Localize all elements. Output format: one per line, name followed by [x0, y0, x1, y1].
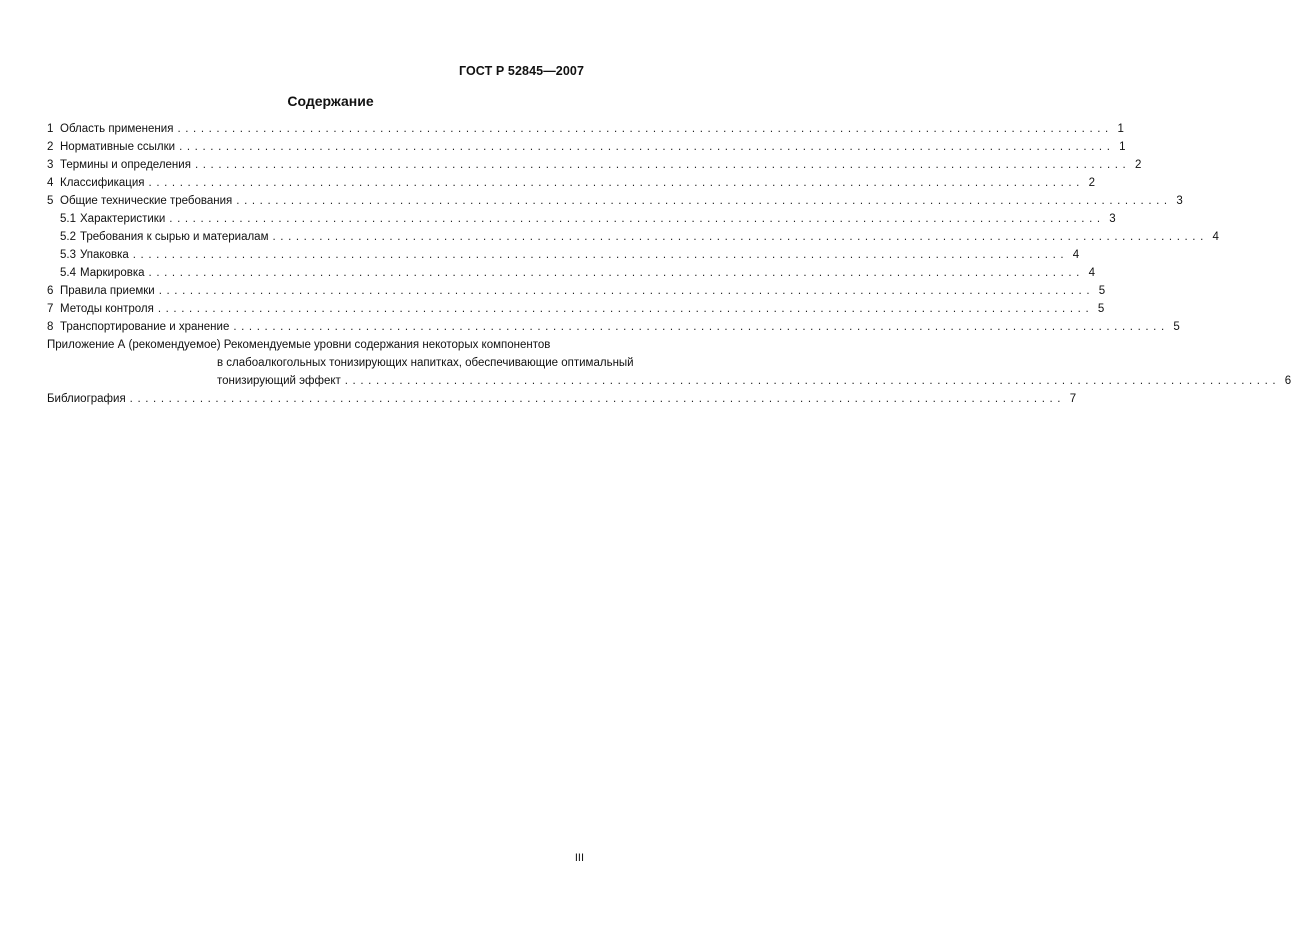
- toc-entry-page: 7: [1069, 393, 1077, 405]
- toc-entry-label: Характеристики: [80, 213, 166, 225]
- toc-entry-page: 3: [1176, 195, 1183, 207]
- toc-entry-label: Транспортирование и хранение: [60, 321, 230, 333]
- toc-entry-page: 1: [1117, 123, 1124, 135]
- toc-entry-page: 5: [1098, 285, 1106, 297]
- toc-leader-dots: ........................................................................................................................: [272, 231, 1208, 243]
- toc-entry-number: 7: [47, 303, 54, 315]
- toc-entry-page: 4: [1072, 249, 1080, 261]
- page-number: III: [574, 852, 584, 864]
- toc-entry-number: 4: [47, 177, 54, 189]
- toc-entry-3[interactable]: [47, 156, 1142, 174]
- toc-entry-label: Область применения: [60, 123, 174, 135]
- toc-appendix-line-3: тонизирующий эффект: [217, 375, 341, 387]
- toc-entry-appendix-a[interactable]: [47, 336, 1291, 390]
- toc-entry-5-3[interactable]: [47, 246, 1080, 264]
- toc-entry-number: 5.2: [60, 231, 76, 243]
- toc-leader-dots: ........................................................................................................................: [129, 393, 1066, 405]
- toc-entry-number: 1: [47, 123, 54, 135]
- toc-entry-page: 5: [1097, 303, 1105, 315]
- toc-entry-page: 2: [1088, 177, 1095, 189]
- toc-entry-label: Нормативные ссылки: [60, 141, 176, 153]
- toc-entry-6[interactable]: [47, 282, 1106, 300]
- toc-leader-dots: ........................................................................................................................: [158, 285, 1095, 297]
- toc-leader-dots: ........................................................................................................................: [132, 249, 1069, 261]
- toc-entry-number: 8: [47, 321, 54, 333]
- toc-entry-label: Правила приемки: [60, 285, 155, 297]
- toc-entry-page: 4: [1212, 231, 1219, 243]
- toc-entry-page: 6: [1284, 375, 1291, 387]
- toc-leader-dots: ........................................................................................................................: [194, 159, 1131, 171]
- toc-leader-dots: ........................................................................................................................: [157, 303, 1094, 315]
- toc-appendix-line-2: в слабоалкогольных тонизирующих напитках, обеспечивающие оптимальный: [217, 357, 634, 369]
- toc-entry-label: Методы контроля: [60, 303, 154, 315]
- toc-entry-number: 5.1: [60, 213, 76, 225]
- toc-entry-label: Классификация: [60, 177, 145, 189]
- toc-leader-dots: ........................................................................................................................: [177, 123, 1113, 135]
- toc-entry-5[interactable]: [47, 192, 1183, 210]
- toc-entry-page: 3: [1109, 213, 1116, 225]
- toc-entry-number: 3: [47, 159, 54, 171]
- table-of-contents: [47, 120, 1291, 408]
- toc-entry-5-1[interactable]: [47, 210, 1116, 228]
- toc-entry-label: Библиография: [47, 393, 126, 405]
- toc-entry-8[interactable]: [47, 318, 1180, 336]
- toc-appendix-line-1: Приложение А (рекомендуемое) Рекомендуемые уровни содержания некоторых компонентов: [47, 339, 551, 351]
- toc-entry-page: 5: [1173, 321, 1180, 333]
- toc-entry-1[interactable]: [47, 120, 1124, 138]
- toc-entry-number: 6: [47, 285, 54, 297]
- toc-appendix-line-3-row: [47, 372, 1291, 390]
- toc-leader-dots: ........................................................................................................................: [344, 375, 1281, 387]
- document-code: ГОСТ Р 52845—2007: [458, 64, 584, 78]
- toc-entry-number: 5.3: [60, 249, 76, 261]
- toc-entry-number: 2: [47, 141, 54, 153]
- toc-entry-4[interactable]: [47, 174, 1095, 192]
- toc-title: Содержание: [287, 93, 374, 109]
- toc-entry-page: 2: [1134, 159, 1142, 171]
- toc-entry-label: Упаковка: [80, 249, 129, 261]
- toc-entry-page: 4: [1088, 267, 1095, 279]
- toc-entry-label: Общие технические требования: [60, 195, 233, 207]
- toc-leader-dots: ........................................................................................................................: [179, 141, 1115, 153]
- toc-entry-page: 1: [1119, 141, 1126, 153]
- toc-leader-dots: ........................................................................................................................: [233, 321, 1169, 333]
- toc-leader-dots: ........................................................................................................................: [148, 267, 1084, 279]
- toc-entry-label: Термины и определения: [60, 159, 191, 171]
- toc-entry-bibliography[interactable]: [47, 390, 1077, 408]
- toc-entry-number: 5.4: [60, 267, 76, 279]
- toc-entry-label: Требования к сырью и материалам: [80, 231, 269, 243]
- toc-leader-dots: ........................................................................................................................: [148, 177, 1084, 189]
- toc-leader-dots: ........................................................................................................................: [236, 195, 1172, 207]
- toc-entry-7[interactable]: [47, 300, 1105, 318]
- toc-entry-2[interactable]: [47, 138, 1126, 156]
- toc-leader-dots: ........................................................................................................................: [169, 213, 1105, 225]
- toc-entry-5-4[interactable]: [47, 264, 1095, 282]
- toc-entry-number: 5: [47, 195, 54, 207]
- toc-entry-label: Маркировка: [80, 267, 145, 279]
- toc-entry-5-2[interactable]: [47, 228, 1219, 246]
